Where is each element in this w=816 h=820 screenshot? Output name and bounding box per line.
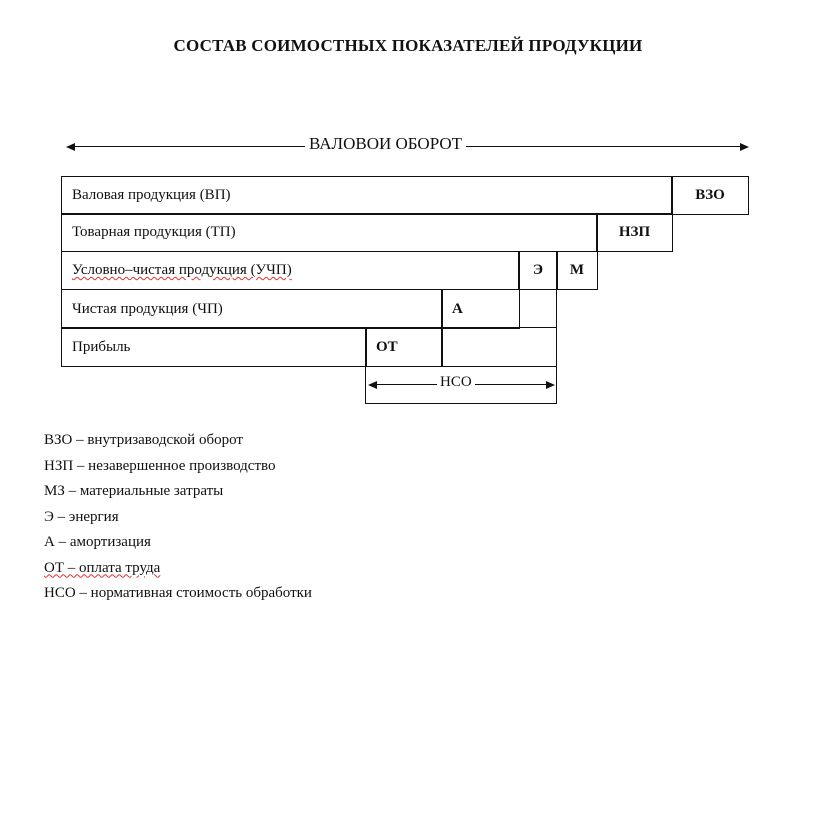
row-net-production: Чистая продукция (ЧП) [61, 289, 443, 329]
legend-item-ot-text: ОТ – оплата труда [44, 559, 161, 576]
row-uchp-label: Условно–чистая продукция (УЧП) [72, 262, 292, 278]
legend [44, 428, 312, 607]
legend-item-e: Э – энергия [44, 508, 119, 525]
legend-item-vzo: ВЗО – внутризаводской оборот [44, 432, 243, 448]
connector-right [556, 289, 557, 404]
cell-empty [441, 327, 557, 367]
arrow-left-head [66, 143, 75, 151]
cell-nzp: НЗП [596, 213, 673, 252]
legend-item-nzp: НЗП – незавершенное производство [44, 457, 276, 474]
legend-item-mz: МЗ – материальные затраты [44, 483, 224, 499]
nso-label: НСО [437, 374, 475, 391]
row-commodity-production: Товарная продукция (ТП) [61, 213, 598, 252]
legend-item-ot [44, 556, 312, 582]
nso-arrow-right-head [546, 381, 555, 389]
nso-bottom-line [365, 403, 557, 404]
row-profit: Прибыль [61, 327, 367, 367]
nso-arrow-left-head [368, 381, 377, 389]
arrow-right-head [740, 143, 749, 151]
connector-left [365, 365, 366, 404]
cell-materials: М [556, 251, 598, 290]
row-gross-production: Валовая продукция (ВП) [61, 176, 673, 215]
cell-labor: ОТ [365, 327, 443, 367]
legend-item-nso: НСО – нормативная стоимость обработки [44, 585, 312, 601]
gross-turnover-label: ВАЛОВОИ ОБОРОТ [305, 134, 466, 154]
row-conditionally-net-production [61, 251, 520, 290]
diagram-title: СОСТАВ СОИМОСТНЫХ ПОКАЗАТЕЛЕЙ ПРОДУКЦИИ [173, 36, 643, 55]
cell-amortization: А [441, 289, 520, 329]
cell-energy: Э [518, 251, 558, 290]
cell-vzo: ВЗО [671, 176, 749, 215]
legend-item-a: А – амортизация [44, 534, 151, 550]
